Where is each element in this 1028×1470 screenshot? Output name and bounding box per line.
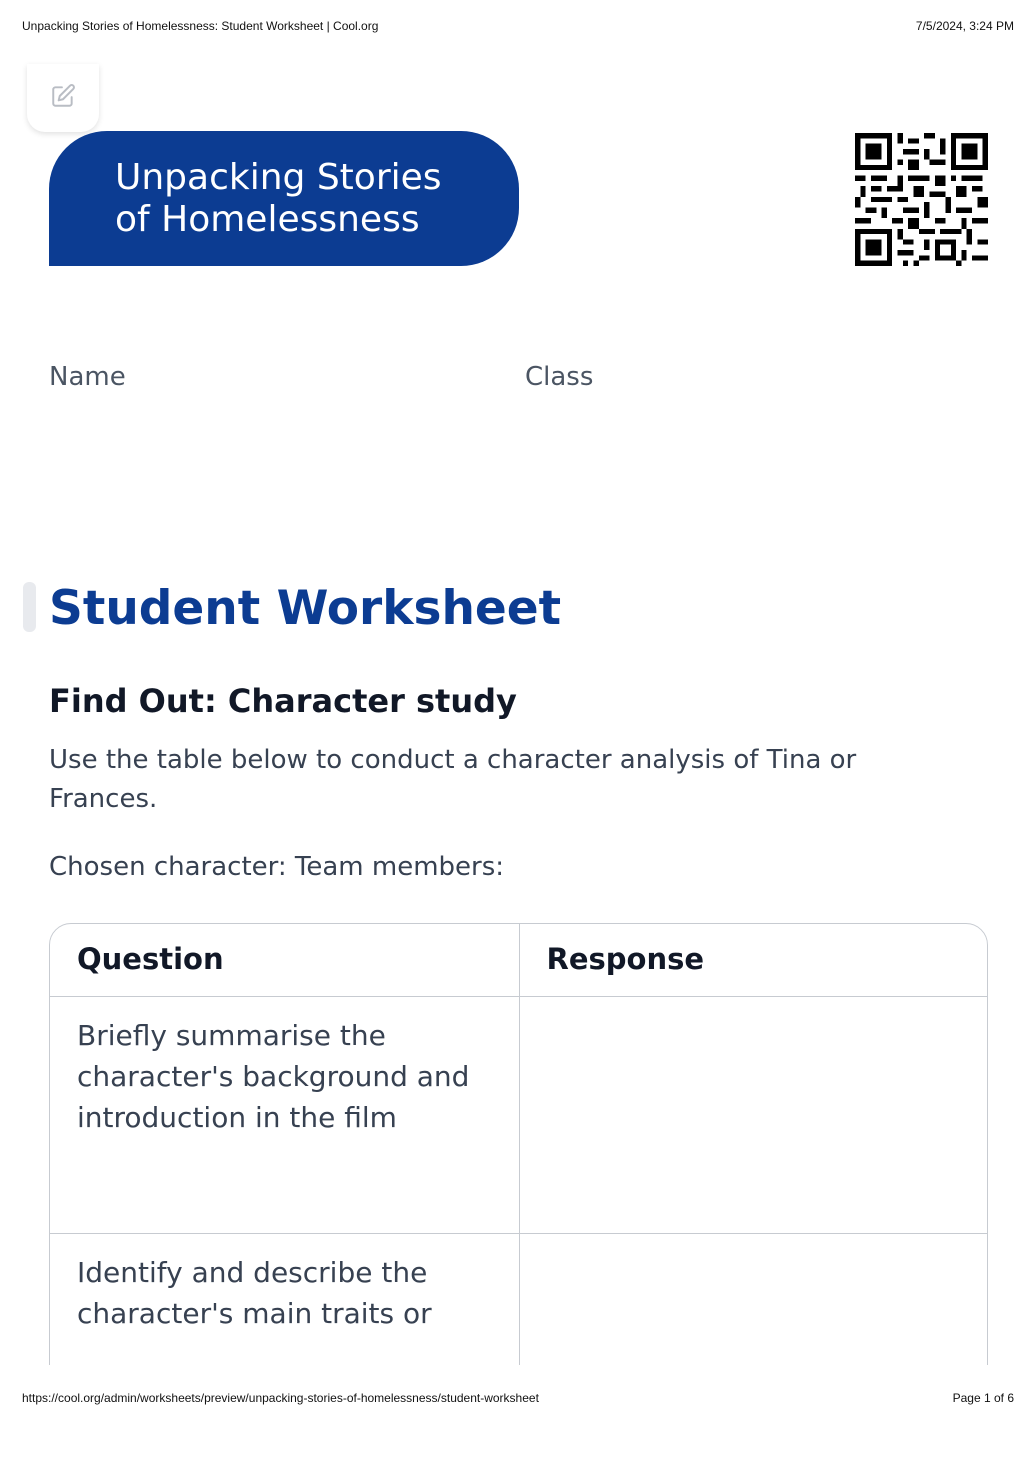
chosen-character-text: Chosen character: Team members: xyxy=(49,852,505,882)
header-response: Response xyxy=(519,924,988,996)
print-header xyxy=(22,19,1014,35)
name-label: Name xyxy=(49,362,126,392)
qr-code xyxy=(855,133,988,266)
question-cell: Identify and describe the character's main traits or xyxy=(77,1256,432,1330)
banner-line-1: Unpacking Stories xyxy=(115,157,442,198)
banner-line-2: of Homelessness xyxy=(115,199,420,240)
print-datetime: 7/5/2024, 3:24 PM xyxy=(915,19,1014,33)
section-heading: Find Out: Character study xyxy=(49,682,517,720)
print-url: https://cool.org/admin/worksheets/preview/unpacking-stories-of-homelessness/student-worksheet xyxy=(22,1391,539,1405)
print-footer xyxy=(22,1391,1014,1407)
page-number: Page 1 of 6 xyxy=(952,1391,1014,1405)
page-title: Student Worksheet xyxy=(49,581,562,636)
response-cell[interactable] xyxy=(519,997,988,1233)
table-row xyxy=(50,1233,987,1365)
table-header-row xyxy=(50,924,987,996)
response-cell[interactable] xyxy=(519,1234,988,1365)
title-banner xyxy=(49,131,519,266)
intro-text: Use the table below to conduct a character analysis of Tina or Frances. xyxy=(49,745,857,814)
class-label: Class xyxy=(525,362,594,392)
edit-icon xyxy=(50,83,76,109)
question-cell: Briefly summarise the character's background and introduction in the film xyxy=(77,1019,470,1134)
character-table xyxy=(49,923,988,1365)
print-title: Unpacking Stories of Homelessness: Student Worksheet | Cool.org xyxy=(22,19,379,33)
edit-button[interactable] xyxy=(27,64,99,132)
section-marker xyxy=(23,582,36,632)
table-row xyxy=(50,996,987,1233)
header-question: Question xyxy=(77,942,224,976)
